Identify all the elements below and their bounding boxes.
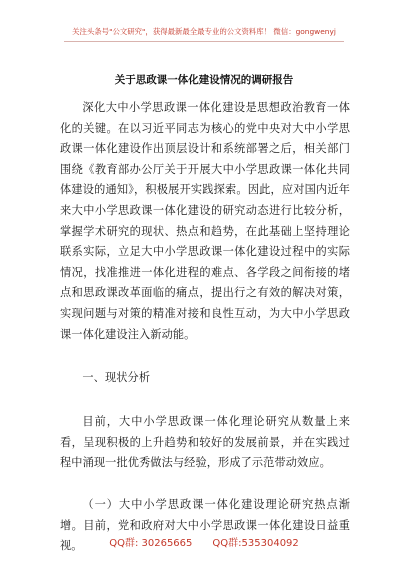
header-banner: 关注头条号"公文研究"，获得最新最全最专业的公文资料库！ 微信：gongwenyj	[72, 27, 336, 36]
intro-paragraph: 深化大中小学思政课一体化建设是思想政治教育一体化的关键。在以习近平同志为核心的党中央对大中小学思政课一体化建设作出顶层设计和系统部署之后，相关部门围绕《教育部办公厅关于开展大中小学思政课一体化共同体建设的通知》，积极展开实践探索。因此，应对国内近年来大中小学思政课一体化建设的研究动态进行比较分析，掌握学术研究的现状、热点和趋势，在此基础上坚持理论联系实际，立足大中小学思政课一体化建设过程中的实际情况，找准推进一体化进程的难点、各学段之间衔接的堵点和思政课改革面临的痛点，提出行之有效的解决对策，实现问题与对策的精准对接和良性互动，为大中小学思政课一体化建设注入新动能。	[60, 101, 350, 341]
footer	[0, 534, 408, 549]
intro-section	[60, 98, 350, 345]
header-divider	[64, 41, 344, 42]
subsection-paragraph: （一）大中小学思政课一体化建设理论研究热点渐增。目前，党和政府对大中小学思政课一体化建设日益重视。	[60, 498, 350, 553]
status-paragraph-block	[60, 412, 350, 474]
status-paragraph: 目前，大中小学思政课一体化理论研究从数量上来看，呈现积极的上升趋势和较好的发展前景，并在实践过程中涌现一批优秀做法与经验，形成了示范带动效应。	[60, 415, 350, 470]
section-heading: 一、现状分析	[82, 371, 151, 384]
footer-qq-group-2: QQ群:535304092	[212, 538, 299, 549]
document-title: 关于思政课一体化建设情况的调研报告	[114, 74, 294, 86]
footer-qq-group-1: QQ群: 30265665	[109, 538, 193, 549]
section-heading-block	[60, 368, 350, 389]
